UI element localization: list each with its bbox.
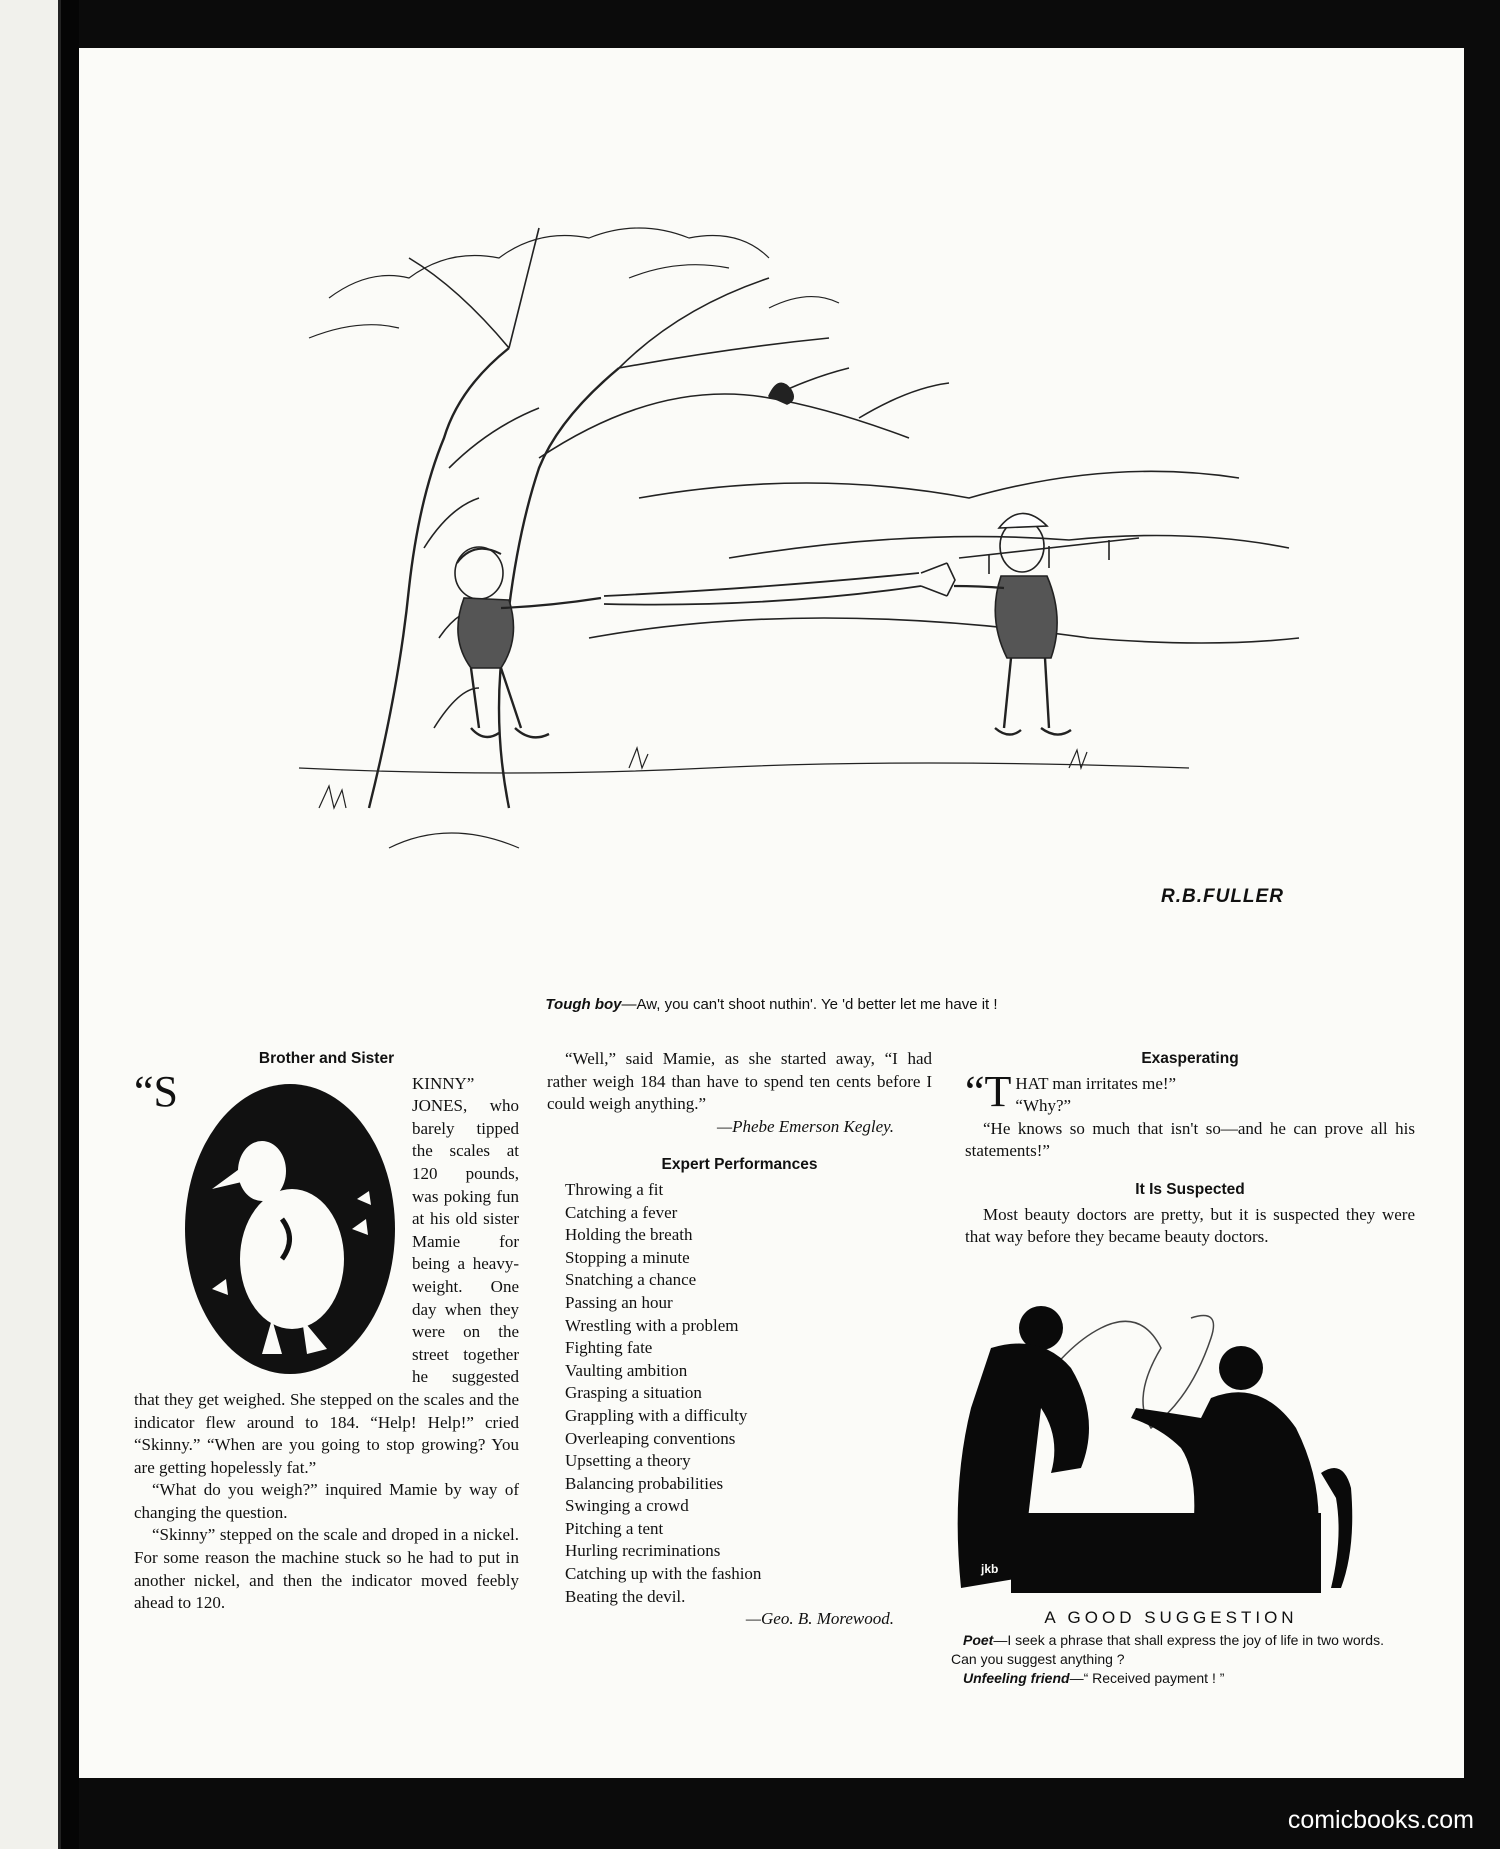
list-item: Swinging a crowd bbox=[565, 1496, 689, 1516]
list-item: Fighting fate bbox=[565, 1338, 653, 1358]
caption-text: —Aw, you can't shoot nuthin'. Ye 'd better let me have it ! bbox=[621, 996, 998, 1013]
list-item: Snatching a chance bbox=[565, 1270, 697, 1290]
list-item: Catching up with the fashion bbox=[565, 1564, 762, 1584]
column-brother-sister bbox=[134, 1048, 519, 1615]
brother-sister-author: —Phebe Emerson Kegley. bbox=[716, 1116, 894, 1136]
list-item: Stopping a minute bbox=[565, 1247, 690, 1267]
friend-text: —“ Received payment ! ” bbox=[1069, 1670, 1225, 1686]
cartoon-caption bbox=[79, 996, 1464, 1013]
suspected-text: Most beauty doctors are pretty, but it is suspected they were that way before they became beauty doctors. bbox=[965, 1204, 1415, 1247]
left-page-edge bbox=[0, 0, 61, 1849]
exasperating-line-1 bbox=[965, 1066, 1415, 1118]
brother-sister-text-1: KINNY” JONES, who barely tipped the scales at 120 pounds, was poking fun at his old sister Mamie for being a heavy-weight. One day when they were on the street together he suggested that they get weighed. She stepped on the scales and the indicator flew around to 184. “Help! Help!” cried “Skinny.” “When are you going to stop growing? You are getting hopelessly fat.” bbox=[134, 1073, 519, 1477]
list-item: Wrestling with a problem bbox=[565, 1315, 739, 1335]
caption-speaker: Tough boy bbox=[545, 996, 622, 1013]
brother-sister-heading: Brother and Sister bbox=[258, 1050, 395, 1067]
brother-sister-paragraph-1 bbox=[134, 1066, 519, 1480]
list-item: Upsetting a theory bbox=[565, 1451, 691, 1471]
artist-signature: R.B.FULLER bbox=[1161, 886, 1284, 907]
list-item: Holding the breath bbox=[565, 1225, 693, 1245]
friend-speaker: Unfeeling friend bbox=[963, 1670, 1070, 1686]
exasperating-line-3: “He knows so much that isn't so—and he can prove all his statements!” bbox=[965, 1118, 1415, 1161]
poet-line bbox=[951, 1631, 1406, 1669]
poet-speaker: Poet bbox=[963, 1632, 994, 1648]
list-item: Catching a fever bbox=[565, 1202, 678, 1222]
list-item: Grasping a situation bbox=[565, 1383, 702, 1403]
expert-performances-heading: Expert Performances bbox=[661, 1156, 818, 1174]
brother-sister-paragraph-4: “Well,” said Mamie, as she started away, “I had rather weigh 184 than have to spend ten cents before I could weigh anything.” bbox=[547, 1049, 932, 1114]
duck-silhouette-egg-illustration bbox=[182, 1079, 398, 1379]
artist-initials: jkb bbox=[981, 1562, 999, 1576]
list-item: Throwing a fit bbox=[565, 1179, 664, 1199]
list-item: Grappling with a difficulty bbox=[565, 1405, 748, 1425]
exasperating-heading: Exasperating bbox=[1141, 1050, 1239, 1067]
suspected-heading: It Is Suspected bbox=[1135, 1180, 1245, 1198]
list-item: Passing an hour bbox=[565, 1292, 673, 1312]
list-item: Overleaping conventions bbox=[565, 1428, 736, 1448]
column-right bbox=[965, 1048, 1415, 1249]
poet-text: —I seek a phrase that shall express the joy of life in two words. Can you suggest anything ? bbox=[951, 1632, 1384, 1667]
list-item: Beating the devil. bbox=[565, 1586, 686, 1606]
drop-cap: “S bbox=[134, 1066, 178, 1116]
list-item: Balancing probabilities bbox=[565, 1473, 724, 1493]
exasperating-text-1: HAT man irritates me!” bbox=[1015, 1073, 1177, 1093]
good-suggestion-dialogue bbox=[951, 1631, 1406, 1688]
exasperating-text-2: “Why?” bbox=[1015, 1096, 1072, 1116]
good-suggestion-title: A GOOD SUGGESTION bbox=[1044, 1608, 1298, 1627]
list-item: Hurling recriminations bbox=[565, 1541, 721, 1561]
list-item: Vaulting ambition bbox=[565, 1360, 688, 1380]
site-watermark: comicbooks.com bbox=[1287, 1806, 1474, 1834]
binding-gutter bbox=[61, 0, 79, 1849]
column-middle bbox=[547, 1048, 932, 1631]
poet-silhouette-illustration bbox=[951, 1288, 1391, 1638]
expert-performances-author: —Geo. B. Morewood. bbox=[745, 1609, 894, 1629]
list-item: Pitching a tent bbox=[565, 1518, 664, 1538]
friend-line bbox=[951, 1669, 1406, 1688]
brother-sister-paragraph-2: “What do you weigh?” inquired Mamie by way of changing the question. bbox=[134, 1480, 519, 1522]
brother-sister-paragraph-3: “Skinny” stepped on the scale and droped in a nickel. For some reason the machine stuck so he had to put in another nickel, and then the indicator moved feebly ahead to 120. bbox=[134, 1525, 519, 1613]
magazine-page bbox=[79, 48, 1464, 1778]
drop-cap: “T bbox=[965, 1066, 1012, 1116]
expert-performances-list bbox=[547, 1179, 932, 1608]
